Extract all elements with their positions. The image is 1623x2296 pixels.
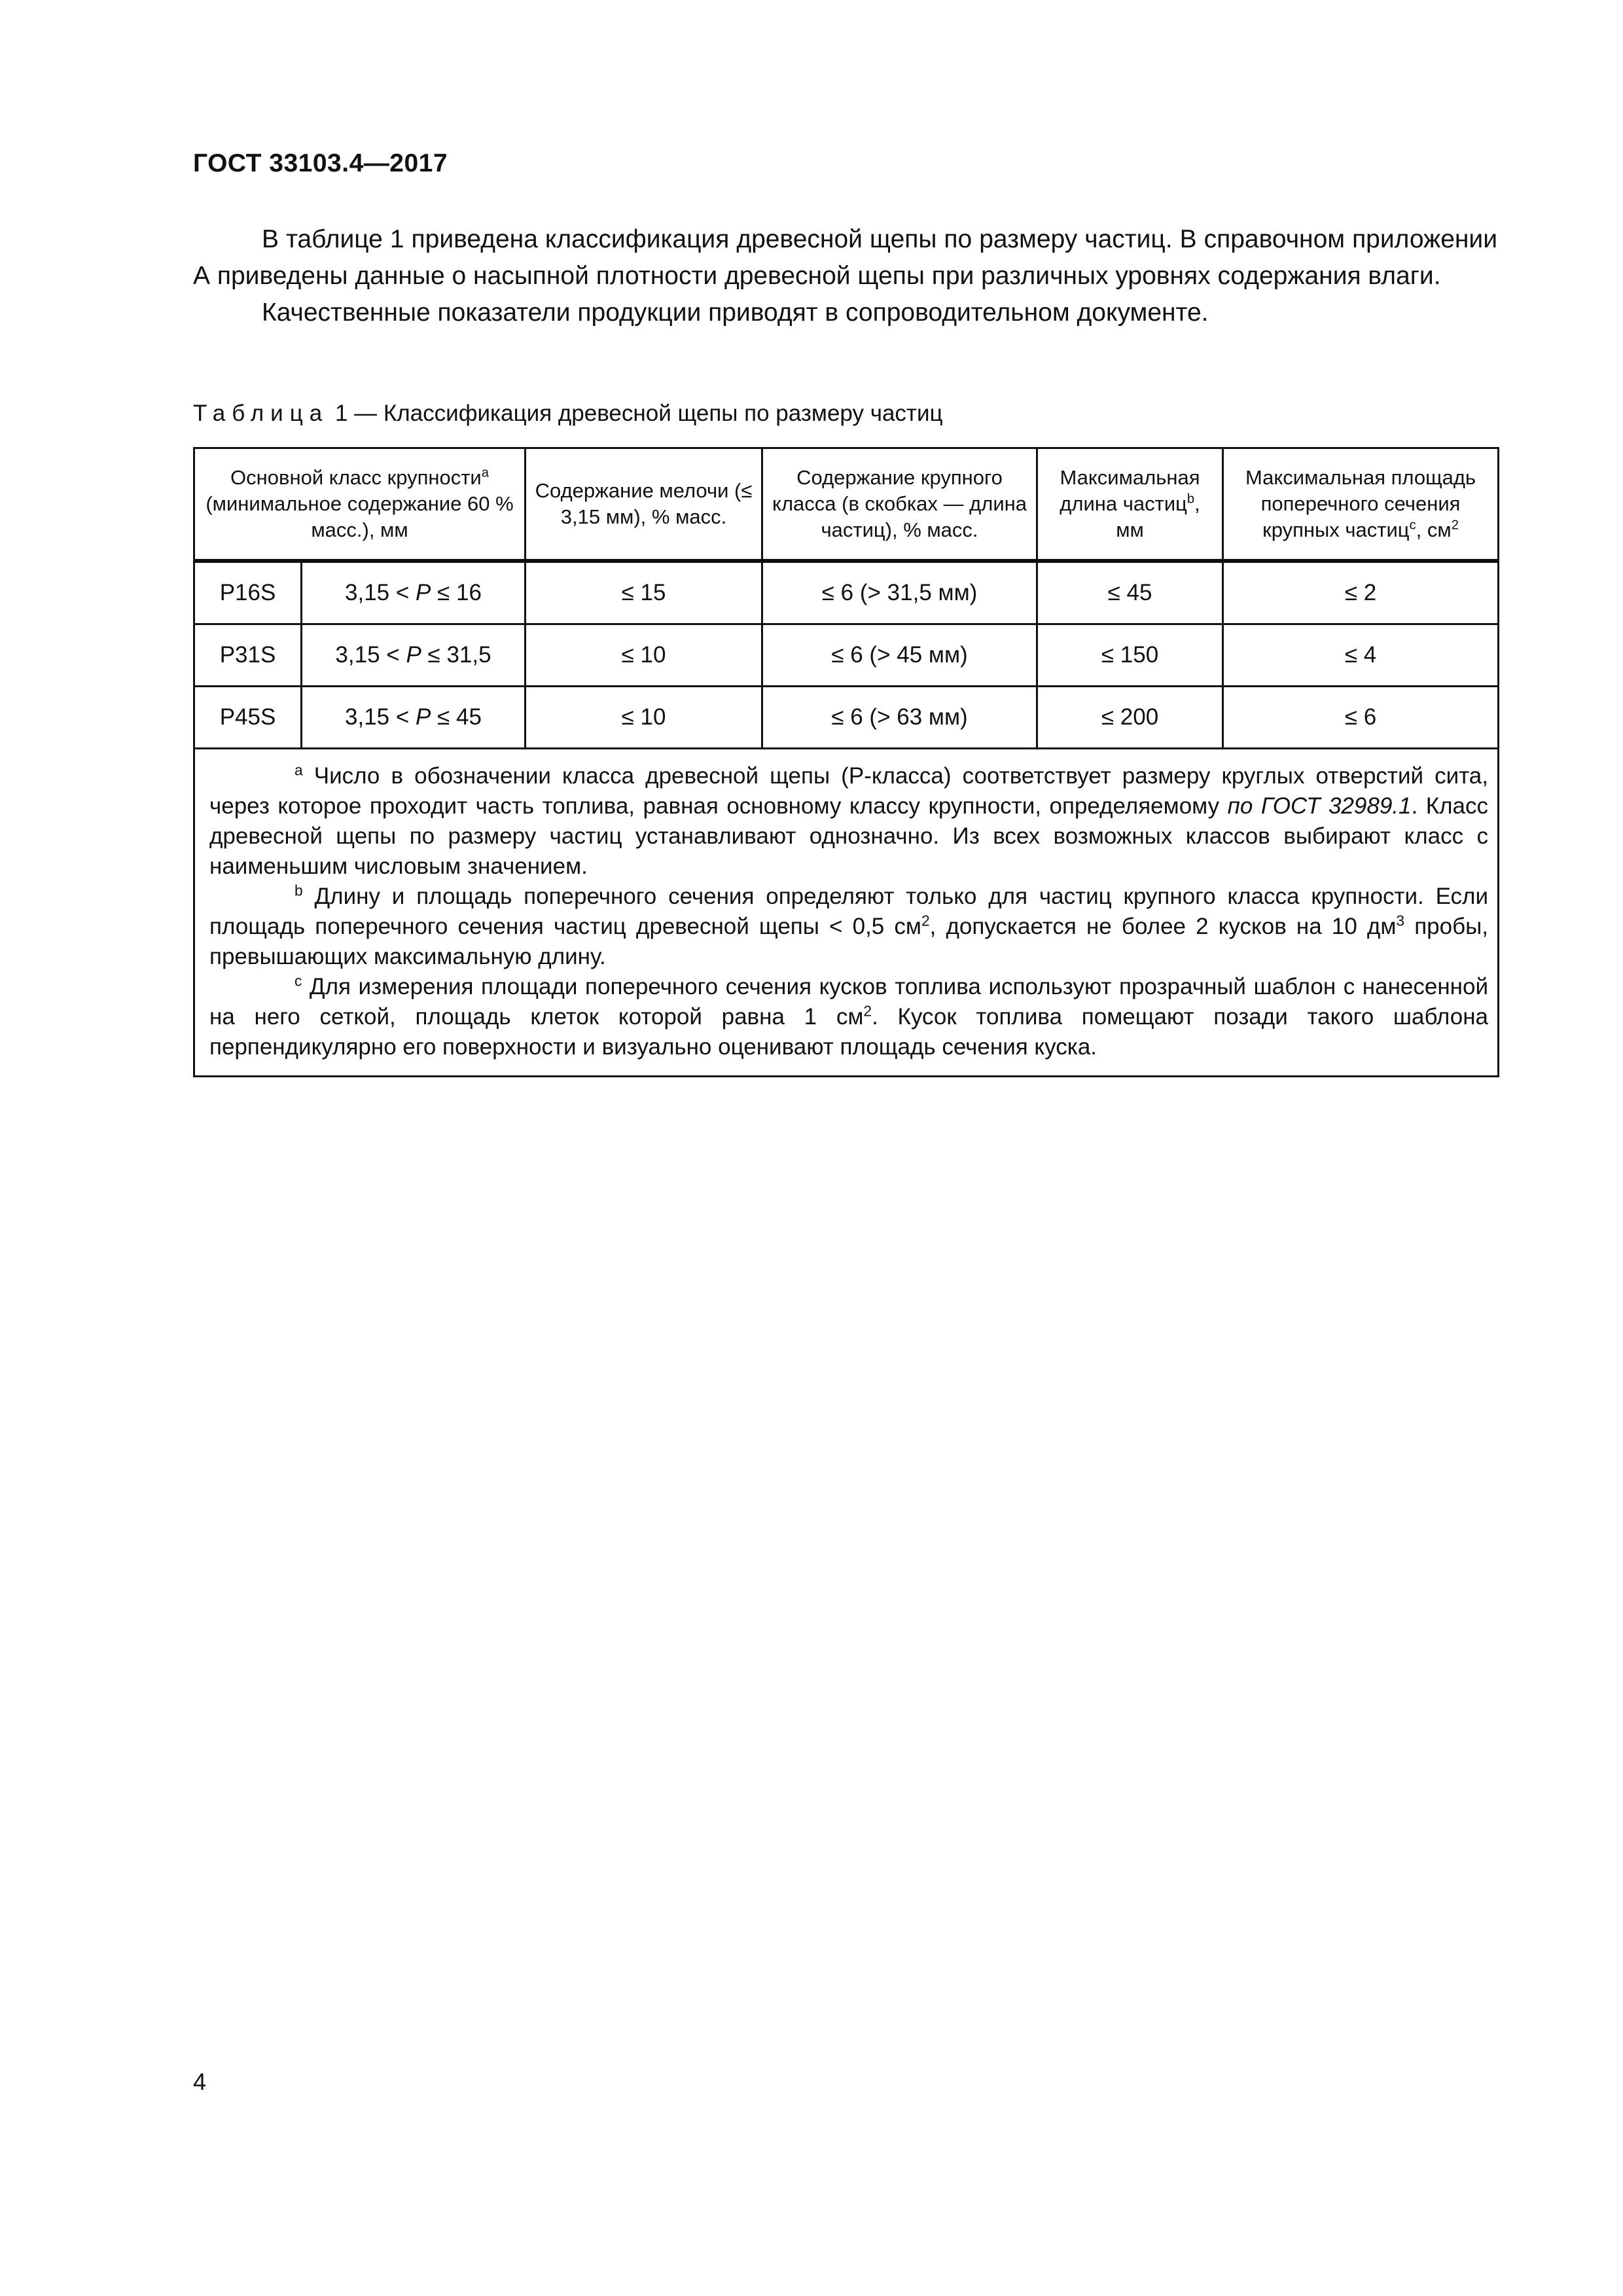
range-variable: P <box>416 580 431 605</box>
note-a <box>209 761 1488 882</box>
header-max-area <box>1223 448 1499 562</box>
cell-fines: ≤ 10 <box>526 624 762 687</box>
note-b-text-mid: , допускается не более 2 кусков на 10 дм <box>929 914 1397 939</box>
range-variable: P <box>416 704 431 730</box>
range-lower: 3,15 < <box>345 580 416 605</box>
header-max-length <box>1037 448 1223 562</box>
table-caption-word: Таблица <box>193 401 329 426</box>
note-c-mark: с <box>294 972 302 990</box>
cell-coarse: ≤ 6 (> 31,5 мм) <box>762 561 1037 624</box>
cell-fines: ≤ 15 <box>526 561 762 624</box>
cell-max-area: ≤ 2 <box>1223 561 1499 624</box>
table-notes <box>194 749 1499 1077</box>
header-max-area-text: Максимальная площадь поперечного сечения крупных частиц <box>1245 466 1476 541</box>
cell-class: P45S <box>194 687 302 749</box>
header-max-area-unit-power: 2 <box>1451 518 1459 533</box>
note-a-text: Число в обозначении класса древесной щепы (Р-класса) соответствует размеру круглых отверстий сита, через которое проходит часть топлива, равная основному классу крупности, определяемому <box>209 763 1489 819</box>
page-number: 4 <box>193 2068 207 2095</box>
note-c-text: Для измерения площади поперечного сечения кусков топлива используют прозрачный шаблон с нанесенной на него сеткой, площадь клеток которой равна 1 см <box>209 974 1489 1030</box>
standard-code: ГОСТ 33103.4—2017 <box>193 149 448 177</box>
table-caption-title: 1 — Классификация древесной щепы по размеру частиц <box>334 401 943 426</box>
header-fines: Содержание мелочи (≤ 3,15 мм), % масс. <box>526 448 762 562</box>
cell-coarse: ≤ 6 (> 45 мм) <box>762 624 1037 687</box>
paragraph-2: Качественные показатели продукции приводят в сопроводительном документе. <box>262 298 1209 327</box>
footnote-mark-a: а <box>481 465 489 480</box>
cell-max-length: ≤ 150 <box>1037 624 1223 687</box>
header-main-class <box>194 448 526 562</box>
header-coarse: Содержание крупного класса (в скобках — длина частиц), % масс. <box>762 448 1037 562</box>
cell-class: P31S <box>194 624 302 687</box>
note-b-text-end: пробы, превышающих максимальную длину. <box>209 914 1489 969</box>
table-row <box>194 624 1499 687</box>
table-row <box>194 687 1499 749</box>
header-main-class-note: (минимальное содержание 60 % масс.), мм <box>205 492 514 541</box>
note-b-power-3: 3 <box>1396 912 1405 929</box>
paragraph-1: В таблице 1 приведена классификация древесной щепы по размеру частиц. В справочном приложении А приведены данные о насыпной плотности древесной щепы при различных уровнях содержания влаги. <box>193 225 1497 290</box>
classification-table <box>193 447 1499 1077</box>
cell-max-area: ≤ 6 <box>1223 687 1499 749</box>
table-notes-row <box>194 749 1499 1077</box>
table-caption <box>193 398 943 429</box>
note-c-power-2: 2 <box>863 1002 872 1020</box>
note-b <box>209 882 1488 972</box>
header-main-class-text: Основной класс крупности <box>230 466 482 489</box>
note-c <box>209 972 1488 1062</box>
range-upper: ≤ 45 <box>431 704 482 730</box>
range-upper: ≤ 31,5 <box>421 642 491 668</box>
note-b-power-2: 2 <box>921 912 930 929</box>
note-a-reference: по ГОСТ 32989.1 <box>1227 793 1412 819</box>
note-b-text: Длину и площадь поперечного сечения определяют только для частиц крупного класса крупности. Если площадь поперечного сечения частиц древесной щепы < 0,5 см <box>209 884 1489 939</box>
cell-coarse: ≤ 6 (> 63 мм) <box>762 687 1037 749</box>
header-max-length-text: Максимальная длина частиц <box>1060 466 1200 515</box>
table-row <box>194 561 1499 624</box>
note-a-text-end: . Класс древесной щепы по размеру частиц устанавливают однозначно. Из всех возможных классов выбирают класс с наименьшим числовым значением. <box>209 793 1489 879</box>
note-a-mark: а <box>294 761 303 779</box>
range-lower: 3,15 < <box>335 642 406 668</box>
header-max-length-unit: , мм <box>1116 492 1200 541</box>
cell-size-range <box>302 687 526 749</box>
cell-class: P16S <box>194 561 302 624</box>
cell-fines: ≤ 10 <box>526 687 762 749</box>
header-max-area-unit: , см <box>1416 518 1452 541</box>
footnote-mark-c: с <box>1409 518 1416 533</box>
range-lower: 3,15 < <box>345 704 416 730</box>
cell-size-range <box>302 561 526 624</box>
cell-max-area: ≤ 4 <box>1223 624 1499 687</box>
cell-max-length: ≤ 200 <box>1037 687 1223 749</box>
cell-size-range <box>302 624 526 687</box>
table-header-row <box>194 448 1499 562</box>
range-variable: P <box>406 642 421 668</box>
cell-max-length: ≤ 45 <box>1037 561 1223 624</box>
note-c-text-end: . Кусок топлива помещают позади такого шаблона перпендикулярно его поверхности и визуально оценивают площадь сечения куска. <box>209 1004 1489 1060</box>
footnote-mark-b: b <box>1186 492 1195 507</box>
body-text <box>193 221 1497 331</box>
range-upper: ≤ 16 <box>431 580 482 605</box>
note-b-mark: b <box>294 882 303 899</box>
